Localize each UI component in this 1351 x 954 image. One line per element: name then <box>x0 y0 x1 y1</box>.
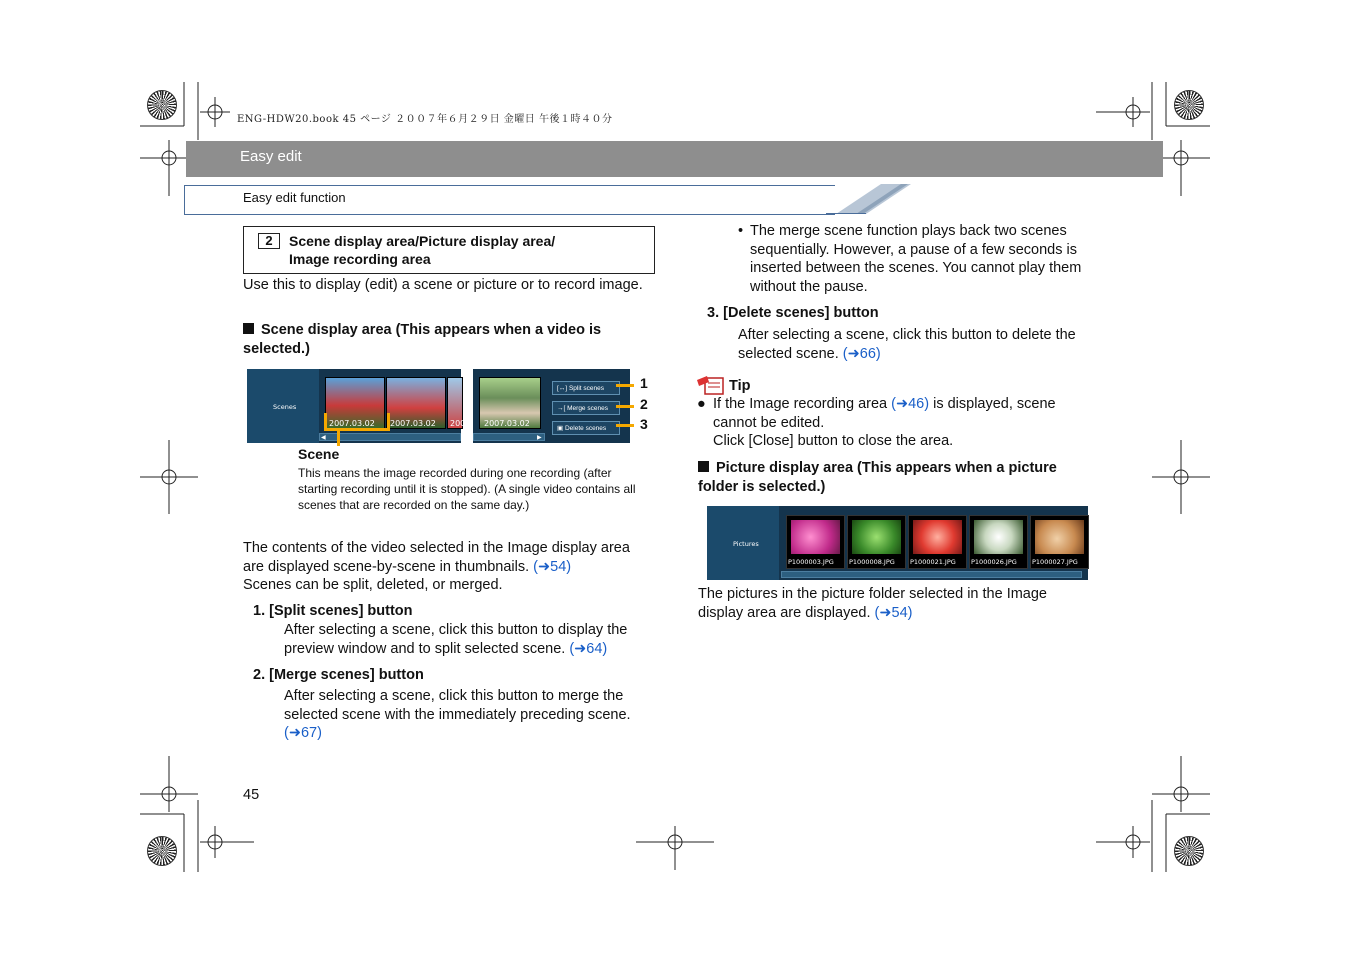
page-number: 45 <box>243 787 260 803</box>
delete-scenes-heading: 3. [Delete scenes] button <box>707 305 879 321</box>
split-scenes-text: After selecting a scene, click this button to display the preview window and to split selected scene. (➜64) <box>284 622 628 657</box>
page-ref-link[interactable]: (➜54) <box>874 604 913 621</box>
delete-scenes-button[interactable]: ▣ Delete scenes <box>552 421 620 435</box>
page-ref-link[interactable]: (➜64) <box>569 640 608 657</box>
callout-number: 3 <box>640 416 648 432</box>
picture-area-heading: Picture display area (This appears when a picture folder is selected.) <box>698 460 1057 495</box>
contents-paragraph: The contents of the video selected in the Image display area are displayed scene-by-scene in thumbnails. (➜54) Scenes can be split, deleted, or merged. <box>243 540 630 594</box>
scene-scrollbar[interactable] <box>473 433 545 441</box>
scene-edit-buttons-screenshot <box>473 369 630 443</box>
picture-thumbnail[interactable]: P1000003.JPG <box>786 515 845 569</box>
page-ref-link[interactable]: (➜66) <box>842 345 881 362</box>
merge-scenes-heading: 2. [Merge scenes] button <box>253 667 424 683</box>
merge-scenes-text: After selecting a scene, click this button to merge the selected scene with the immediately preceding scene. (➜67) <box>284 688 631 742</box>
split-scenes-heading: 1. [Split scenes] button <box>253 603 413 619</box>
delete-scenes-text: After selecting a scene, click this button to delete the selected scene. (➜66) <box>738 327 1076 362</box>
section-subtitle: Easy edit function <box>243 190 346 205</box>
split-icon: [↔] <box>557 385 568 392</box>
scene-bracket-leader <box>337 428 340 446</box>
pet-image <box>1035 520 1084 554</box>
scene-scrollbar[interactable] <box>319 433 461 441</box>
section-number: 2 <box>258 233 280 249</box>
chapter-header-bar <box>186 141 1163 177</box>
square-bullet-icon <box>243 323 254 334</box>
picture-thumbnail[interactable]: P1000008.JPG <box>847 515 906 569</box>
picture-thumbnail[interactable]: P1000026.JPG <box>969 515 1028 569</box>
merge-icon: →[ <box>557 405 566 412</box>
scroll-right-icon[interactable]: ▶ <box>537 435 542 441</box>
header-stripe-decoration <box>826 184 916 214</box>
picture-scrollbar[interactable] <box>781 571 1082 578</box>
section-title: Scene display area/Picture display area/ Image recording area <box>289 233 556 267</box>
thumbnail-date: 2007.03.02 <box>329 419 375 428</box>
scene-label: Scene <box>298 446 340 462</box>
square-bullet-icon <box>698 461 709 472</box>
flower-image <box>974 520 1023 554</box>
tip-text: ● If the Image recording area (➜46) is displayed, scene cannot be edited. Click [Close] button to close the area. <box>697 396 1056 450</box>
thumbnail-date: 2007.03.02 <box>484 419 530 428</box>
leaf-image <box>852 520 901 554</box>
scene-display-screenshot <box>247 369 466 443</box>
circle-bullet-icon: ● <box>697 396 706 412</box>
merge-note: • The merge scene function plays back two scenes sequentially. However, a pause of a few seconds is inserted between the scenes. You cannot play them without the pause. <box>738 223 1082 296</box>
tip-icon <box>697 374 727 396</box>
callout-number: 2 <box>640 396 648 412</box>
print-job-header: ENG-HDW20.book 45 ページ ２００７年６月２９日 金曜日 午後１時４０分 <box>237 114 613 125</box>
trash-icon: ▣ <box>557 425 564 432</box>
tip-label: Tip <box>729 378 751 394</box>
picture-area-description: The pictures in the picture folder selected in the Image display area are displayed. (➜54) <box>698 586 1047 621</box>
scene-bracket <box>324 413 390 431</box>
picture-display-screenshot <box>707 506 1088 580</box>
flower-image <box>791 520 840 554</box>
callout-line <box>616 384 634 387</box>
merge-scenes-button[interactable]: →[ Merge scenes <box>552 401 620 415</box>
scroll-left-icon[interactable]: ◀ <box>321 435 326 441</box>
thumbnail-date: 200 <box>450 419 466 428</box>
scenes-panel-label: Scenes <box>273 403 297 411</box>
scene-area-heading: Scene display area (This appears when a video is selected.) <box>243 322 602 357</box>
callout-line <box>616 424 634 427</box>
callout-number: 1 <box>640 375 648 391</box>
picture-thumbnail[interactable]: P1000027.JPG <box>1030 515 1089 569</box>
split-scenes-button[interactable]: [↔] Split scenes <box>552 381 620 395</box>
pictures-panel-label: Pictures <box>733 540 759 548</box>
page-ref-link[interactable]: (➜46) <box>891 396 930 412</box>
picture-thumbnail[interactable]: P1000021.JPG <box>908 515 967 569</box>
intro-text: Use this to display (edit) a scene or picture or to record image. <box>243 277 643 293</box>
scene-description: This means the image recorded during one recording (after starting recording until it is stopped). (A single video contains all scenes that are recorded on the same day.) <box>298 466 636 512</box>
page-ref-link[interactable]: (➜67) <box>284 725 322 742</box>
page-ref-link[interactable]: (➜54) <box>533 558 572 575</box>
thumbnail-date: 2007.03.02 <box>390 419 436 428</box>
chapter-title: Easy edit <box>240 148 302 165</box>
flower-image <box>913 520 962 554</box>
callout-line <box>616 405 634 408</box>
